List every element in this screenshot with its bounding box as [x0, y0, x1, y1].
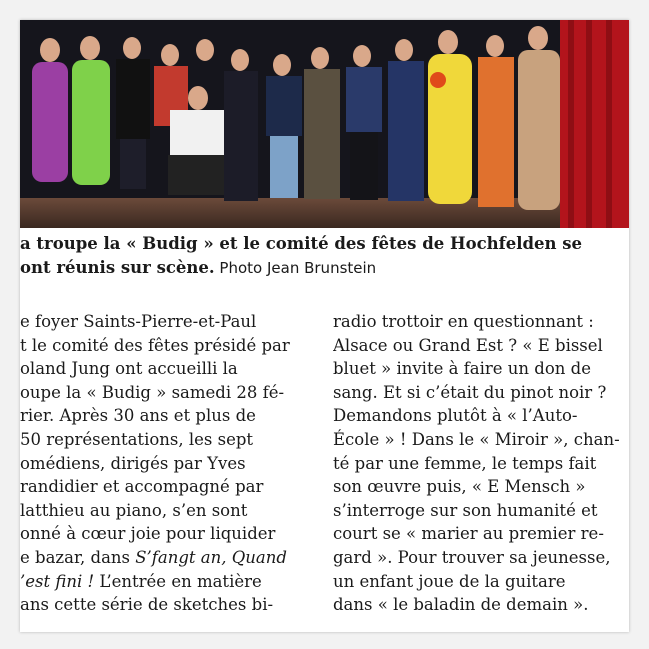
- title-italic: S’fangt an, Quand: [135, 547, 287, 567]
- article-line: court se « marier au premier re-: [333, 524, 604, 544]
- article-line: latthieu au piano, s’en sont: [20, 500, 248, 520]
- photo-illustration: [20, 20, 629, 228]
- article-line: rier. Après 30 ans et plus de: [20, 406, 256, 426]
- article-line: randidier et accompagné par: [20, 477, 264, 497]
- article-text: e bazar, dans: [20, 547, 136, 567]
- article-column-left: [20, 310, 308, 617]
- newspaper-clipping: [20, 20, 629, 632]
- article-line: [20, 546, 308, 570]
- article-line: son œuvre puis, « E Mensch »: [333, 477, 586, 497]
- article-line: onné à cœur joie pour liquider: [20, 524, 276, 544]
- article-line: ans cette série de sketches bi-: [20, 595, 274, 615]
- photo-credit: Photo Jean Brunstein: [214, 258, 377, 277]
- article-line: [20, 570, 308, 594]
- stage-group-photo: [20, 20, 629, 228]
- article-line: École » ! Dans le « Miroir », chan-: [333, 429, 620, 449]
- article-line: s’interroge sur son humanité et: [333, 500, 598, 520]
- article-line: Alsace ou Grand Est ? « E bissel: [333, 335, 603, 355]
- article-line: gard ». Pour trouver sa jeunesse,: [333, 547, 611, 567]
- article-line: té par une femme, le temps fait: [333, 453, 597, 473]
- article-line: un enfant joue de la guitare: [333, 571, 566, 591]
- photo-caption: [20, 231, 629, 278]
- article-text: L’entrée en matière: [94, 571, 262, 591]
- caption-line-2: ont réunis sur scène.: [20, 257, 215, 277]
- article-line: bluet » invite à faire un don de: [333, 359, 591, 379]
- article-line: omédiens, dirigés par Yves: [20, 453, 246, 473]
- article-line: t le comité des fêtes présidé par: [20, 335, 290, 355]
- article-line: radio trottoir en questionnant :: [333, 312, 594, 331]
- title-italic: ’est fini !: [20, 571, 95, 591]
- column-gutter: [317, 310, 318, 632]
- article-column-right: [333, 310, 629, 617]
- article-line: oland Jung ont accueilli la: [20, 359, 238, 379]
- article-line: sang. Et si c’était du pinot noir ?: [333, 382, 607, 402]
- caption-line-1: a troupe la « Budig » et le comité des fêtes de Hochfelden se: [20, 234, 583, 253]
- article-line: dans « le baladin de demain ».: [333, 595, 589, 615]
- article-line: oupe la « Budig » samedi 28 fé-: [20, 382, 285, 402]
- article-line: Demandons plutôt à « l’Auto-: [333, 406, 578, 426]
- article-line: 50 représentations, les sept: [20, 429, 254, 449]
- article-line: e foyer Saints-Pierre-et-Paul: [20, 312, 257, 331]
